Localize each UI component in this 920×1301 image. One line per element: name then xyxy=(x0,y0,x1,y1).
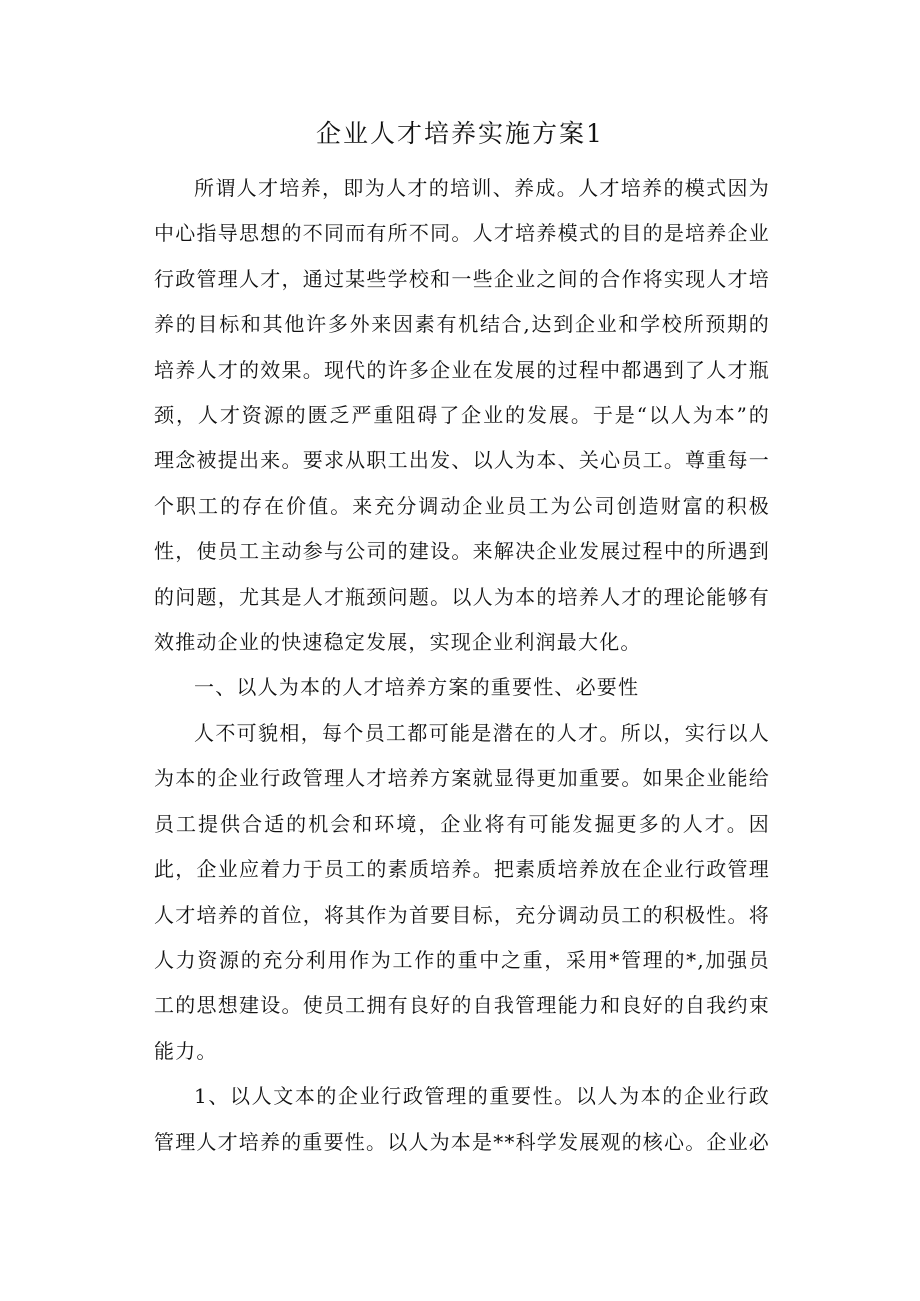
section-heading: 一、以人为本的人才培养方案的重要性、必要性 xyxy=(194,675,640,700)
document-title: 企业人才培养实施方案1 xyxy=(316,119,604,148)
document-body xyxy=(154,166,770,1165)
intro-paragraph: 所谓人才培养，即为人才的培训、养成。人才培养的模式因为中心指导思想的不同而有所不同。人才培养模式的目的是培养企业行政管理人才，通过某些学校和一些企业之间的合作将实现人才培养的目标和其他许多外来因素有机结合,达到企业和学校所预期的培养人才的效果。现代的许多企业在发展的过程中都遇到了人才瓶颈，人才资源的匮乏严重阻碍了企业的发展。于是“以人为本”的理念被提出来。要求从职工出发、以人为本、关心员工。尊重每一个职工的存在价值。来充分调动企业员工为公司创造财富的积极性，使员工主动参与公司的建设。来解决企业发展过程中的所遇到的问题，尤其是人才瓶颈问题。以人为本的培养人才的理论能够有效推动企业的快速稳定发展，实现企业利润最大化。 xyxy=(154,176,770,655)
subsection-paragraph: 1、以人文本的企业行政管理的重要性。以人为本的企业行政管理人才培养的重要性。以人为本是**科学发展观的核心。企业必 xyxy=(154,1084,770,1154)
section-paragraph: 人不可貌相，每个员工都可能是潜在的人才。所以，实行以人为本的企业行政管理人才培养方案就显得更加重要。如果企业能给员工提供合适的机会和环境，企业将有可能发掘更多的人才。因此，企业应着力于员工的素质培养。把素质培养放在企业行政管理人才培养的首位，将其作为首要目标，充分调动员工的积极性。将人力资源的充分利用作为工作的重中之重，采用*管理的*,加强员工的思想建设。使员工拥有良好的自我管理能力和良好的自我约束能力。 xyxy=(154,720,770,1063)
